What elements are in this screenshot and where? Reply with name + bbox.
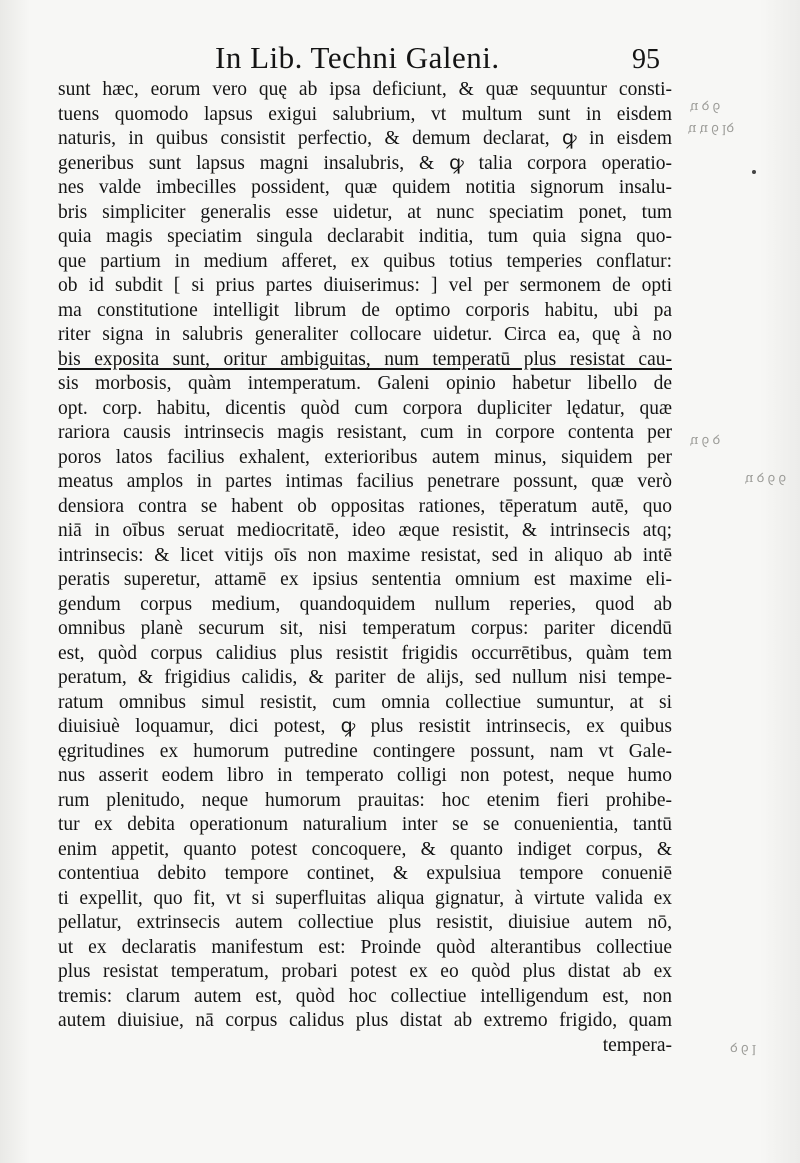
text-line: bris simpliciter generalis esse uidetur, at nunc speciatim ponet, tum bbox=[58, 201, 672, 223]
text-line: plus resistat temperatum, probari potest ex eo quòd plus distat ab ex bbox=[58, 961, 672, 982]
text-line: ma constitutione intelligit librum de optimo corporis habitu, ubi pa bbox=[58, 299, 672, 321]
text-line: tremis: clarum autem est, quòd hoc collectiue intelligendum est, non bbox=[58, 985, 672, 1007]
text-line-underlined: bis exposita sunt, oritur ambiguitas, num temperatū plus resistat cau- bbox=[58, 348, 672, 370]
text-line: intrinsecis: & licet vitijs oīs non maxime resistat, sed in aliquo ab intē bbox=[58, 544, 672, 566]
text-line: generibus sunt lapsus magni insalubris, & ꝙ talia corpora operatio- bbox=[58, 152, 672, 174]
text-line: ob id subdit [ si prius partes diuiserimus: ] vel per sermonem de opti bbox=[58, 275, 672, 296]
text-line: riter signa in salubris generaliter collocare uidetur. Circa ea, quę à no bbox=[58, 324, 672, 345]
text-line: tur ex debita operationum naturalium inter se se conuenientia, tantū bbox=[58, 814, 672, 835]
catchword: tempera- bbox=[602, 1034, 672, 1056]
bleedthrough-mark: ꝺꞁ ꝯ ꞑ ꞑ bbox=[688, 120, 735, 135]
text-line: contentiua debito tempore continet, & expulsiua tempore conueniē bbox=[58, 863, 672, 884]
text-line: poros latos facilius exhalent, exterioribus autem minus, siquidem per bbox=[58, 446, 672, 468]
text-line: peratis superetur, attamē ex ipsius sententia omnium est maxime eli- bbox=[58, 569, 672, 590]
body-text bbox=[58, 78, 672, 1058]
text-line: gendum corpus medium, quandoquidem nullum reperies, quod ab bbox=[58, 593, 672, 615]
text-line: peratum, & frigidius calidis, & pariter de alijs, sed nullum nisi tempe- bbox=[58, 667, 672, 688]
page-number: 95 bbox=[632, 44, 660, 75]
text-line: nus asserit eodem libro in temperato colligi non potest, neque humo bbox=[58, 765, 672, 786]
text-line: sis morbosis, quàm intemperatum. Galeni opinio habetur libello de bbox=[58, 373, 672, 394]
text-line: diuisiuè loquamur, dici potest, ꝙ plus resistit intrinsecis, ex quibus bbox=[58, 716, 672, 737]
text-line: nes valde imbecilles possident, quæ quidem notitia signorum insalu- bbox=[58, 177, 672, 198]
bleedthrough-mark: ꝯ ꝺ ꞑ bbox=[690, 98, 721, 113]
text-line: niā in oībus seruat mediocritatē, ideo æque resistit, & intrinsecis atq; bbox=[58, 520, 672, 541]
text-line: naturis, in quibus consistit perfectio, & demum declarat, ꝙ in eisdem bbox=[58, 128, 672, 149]
ink-dot bbox=[752, 170, 756, 174]
text-line: tuens quomodo lapsus exigui salubrium, vt multum sunt in eisdem bbox=[58, 103, 672, 125]
bleedthrough-mark: ꝺ ꝯ ꞑ bbox=[690, 432, 721, 447]
text-line: ti expellit, quo fit, vt si superfluitas aliqua gignatur, à virtute valida ex bbox=[58, 887, 672, 909]
text-line: que partium in medium afferet, ex quibus totius temperies conflatur: bbox=[58, 250, 672, 272]
text-line: pellatur, extrinsecis autem collectiue plus resistit, diuisiue autem nō, bbox=[58, 912, 672, 933]
bleedthrough-mark: ꞁ ꝯ ꝺ bbox=[730, 1040, 757, 1055]
text-line: omnibus planè securum sit, nisi temperatum corpus: pariter dicendū bbox=[58, 618, 672, 639]
text-line: est, quòd corpus calidius plus resistit frigidis occurrētibus, quàm tem bbox=[58, 642, 672, 664]
text-line: ut ex declaratis manifestum est: Proinde quòd alterantibus collectiue bbox=[58, 936, 672, 958]
text-line: enim appetit, quanto potest concoquere, & quanto indiget corpus, & bbox=[58, 838, 672, 860]
text-line: sunt hæc, eorum vero quę ab ipsa deficiunt, & quæ sequuntur consti- bbox=[58, 79, 672, 100]
text-line: rariora causis intrinsecis magis resistant, cum in corpore contenta per bbox=[58, 422, 672, 443]
text-line: meatus amplos in partes intimas facilius penetrare possunt, quæ verò bbox=[58, 471, 672, 492]
bleedthrough-mark: ꝯ ꝯ ꝺ ꞑ bbox=[745, 470, 787, 485]
text-line: autem diuisiue, nā corpus calidus plus distat ab extremo frigido, quam bbox=[58, 1010, 672, 1031]
text-line: opt. corp. habitu, dicentis quòd cum corpora dupliciter lędatur, quæ bbox=[58, 397, 672, 419]
text-line: quia magis speciatim singula declarabit inditia, tum quia signa quo- bbox=[58, 226, 672, 247]
text-line: ratum omnibus simul resistit, cum omnia collectiue sumuntur, at si bbox=[58, 691, 672, 713]
text-line: rum plenitudo, neque humorum prauitas: hoc etenim fieri prohibe- bbox=[58, 789, 672, 811]
text-line: densiora contra se habent ob oppositas rationes, tēperatum autē, quo bbox=[58, 495, 672, 517]
running-head: In Lib. Techni Galeni. bbox=[215, 40, 500, 75]
text-line: ęgritudines ex humorum putredine contingere possunt, nam vt Gale- bbox=[58, 740, 672, 762]
